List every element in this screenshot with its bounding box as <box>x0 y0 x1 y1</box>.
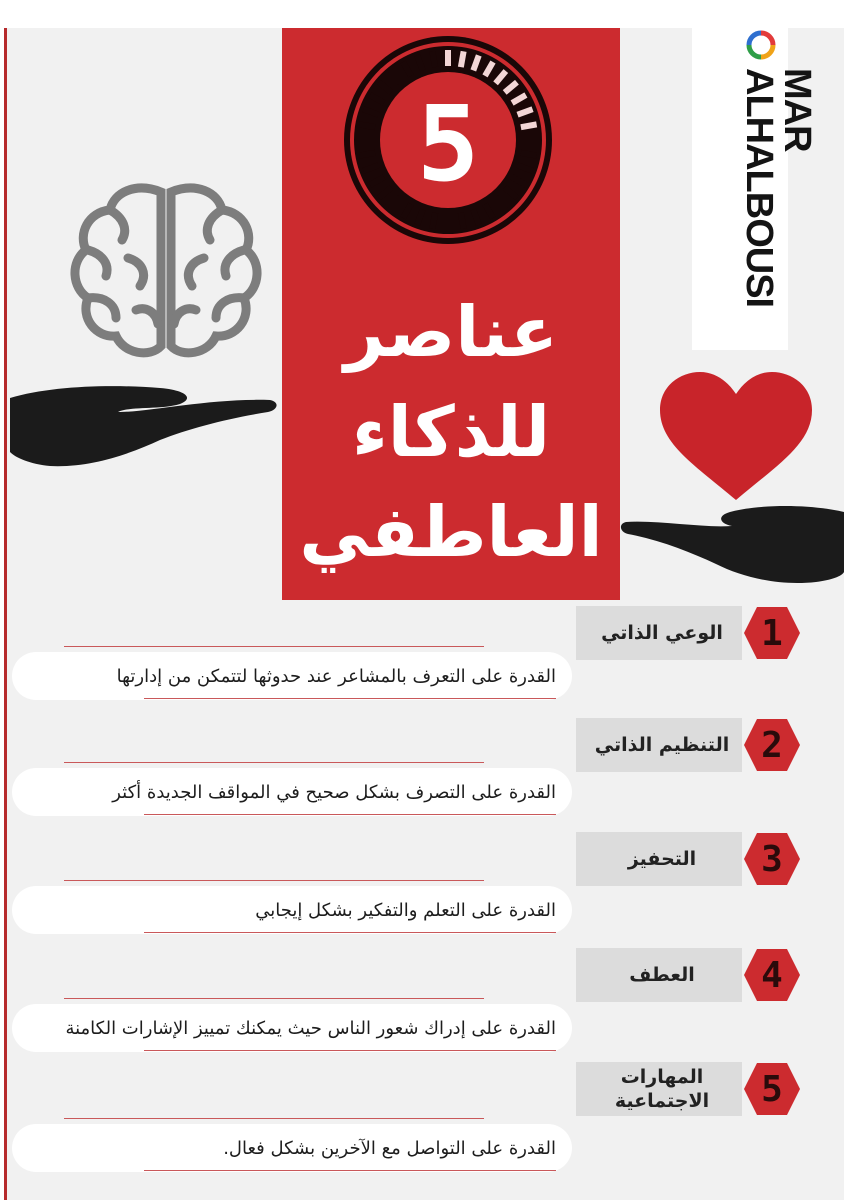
divider <box>64 880 484 881</box>
timer-number: 5 <box>416 83 480 205</box>
element-heading <box>576 1062 742 1116</box>
divider <box>144 698 556 699</box>
divider <box>144 1170 556 1171</box>
description-text: القدرة على التعلم والتفكير بشكل إيجابي <box>255 899 556 921</box>
divider <box>144 932 556 933</box>
timer-tick <box>521 153 537 156</box>
main-title <box>282 282 620 582</box>
element-heading <box>576 948 742 1002</box>
element-description <box>12 768 572 816</box>
element-description <box>12 1124 572 1172</box>
element-label: العطف <box>629 964 695 986</box>
title-line-2: للذكاء <box>351 391 551 473</box>
number-badge <box>742 947 802 1003</box>
description-text: القدرة على التواصل مع الآخرين بشكل فعال. <box>223 1137 556 1159</box>
element-number: 5 <box>761 1068 783 1110</box>
element-description <box>12 1004 572 1052</box>
element-label: التحفيز <box>627 848 697 870</box>
timer-tick <box>359 153 375 156</box>
logo <box>692 28 818 350</box>
element-label: المهارات الاجتماعية <box>614 1066 710 1112</box>
hand-icon <box>620 504 844 586</box>
element-heading <box>576 832 742 886</box>
divider <box>144 1050 556 1051</box>
element-number: 4 <box>761 954 783 996</box>
timer-tick <box>521 124 537 127</box>
number-badge <box>742 1061 802 1117</box>
logo-text <box>740 68 816 307</box>
brain-icon <box>66 178 266 368</box>
description-text: القدرة على التعرف بالمشاعر عند حدوثها لتتمكن من إدارتها <box>116 665 556 687</box>
element-heading <box>576 606 742 660</box>
description-text: القدرة على التصرف بشكل صحيح في المواقف الجديدة أكثر <box>112 781 556 803</box>
element-label: التنظيم الذاتي <box>594 734 730 756</box>
divider <box>64 646 484 647</box>
title-line-1: عناصر <box>344 291 558 373</box>
divider <box>144 814 556 815</box>
element-number: 1 <box>761 612 783 654</box>
divider <box>64 762 484 763</box>
number-badge <box>742 717 802 773</box>
timer-tick <box>461 213 464 229</box>
infographic <box>4 28 844 1200</box>
element-heading <box>576 718 742 772</box>
divider <box>64 1118 484 1119</box>
element-description <box>12 652 572 700</box>
element-number: 2 <box>761 724 783 766</box>
timer-icon <box>338 28 558 260</box>
logo-line-2: ALHALBOUSI <box>738 68 780 308</box>
timer-tick <box>432 51 435 67</box>
timer-tick <box>359 124 375 127</box>
element-label: الوعي الذاتي <box>601 622 723 644</box>
timer-tick <box>432 213 435 229</box>
divider <box>64 998 484 999</box>
logo-ring-icon <box>746 30 776 60</box>
timer-tick <box>461 51 464 67</box>
number-badge <box>742 831 802 887</box>
hand-icon <box>10 380 280 472</box>
element-description <box>12 886 572 934</box>
left-border <box>4 28 7 1200</box>
title-panel <box>282 28 620 600</box>
logo-line-1: MAR <box>776 68 818 152</box>
heart-icon <box>656 370 816 502</box>
title-line-3: العاطفي <box>299 491 603 573</box>
description-text: القدرة على إدراك شعور الناس حيث يمكنك تمييز الإشارات الكامنة <box>65 1017 556 1039</box>
number-badge <box>742 605 802 661</box>
element-number: 3 <box>761 838 783 880</box>
